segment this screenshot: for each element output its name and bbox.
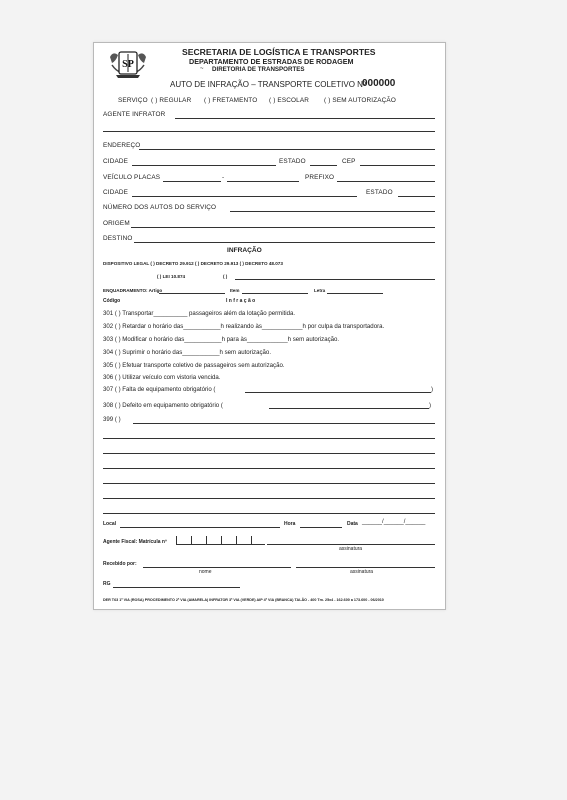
received-by-signature-field[interactable] bbox=[296, 567, 435, 568]
copies-distribution-note: DER T63 1ª VIA (ROSA) PROCEDIMENTO 2ª VIA (AMARELA) INFRATOR 3ª VIA (VERDE) AIP 4ª VIA (BRANCA) TALÃO - 400 Tm. 25x4 - 162.600 a 173.600 - 06/2010 bbox=[103, 598, 384, 602]
origin-label: ORIGEM bbox=[103, 220, 130, 227]
service-records-number-label: NÚMERO DOS AUTOS DO SERVIÇO bbox=[103, 204, 217, 211]
infraction-code-305[interactable]: 305 ( ) Efetuar transporte coletivo de passageiros sem autorização. bbox=[103, 362, 285, 369]
infraction-column-header: I n f r a ç ã o bbox=[226, 298, 256, 304]
directorate-name: DIRETORIA DE TRANSPORTES bbox=[212, 66, 305, 73]
fiscal-agent-signature-field[interactable] bbox=[267, 544, 435, 545]
code-399-field[interactable] bbox=[133, 423, 435, 424]
agent-infrator-field[interactable] bbox=[175, 118, 435, 119]
seal-text: SP bbox=[122, 59, 134, 70]
rg-label: RG bbox=[103, 581, 111, 587]
legal-provision-line-1[interactable]: DISPOSITIVO LEGAL ( ) DECRETO 29.912 ( ) DECRETO 29.913 ( ) DECRETO 48.073 bbox=[103, 261, 283, 266]
date-label: Data bbox=[347, 521, 358, 527]
received-by-name-field[interactable] bbox=[143, 567, 291, 568]
legal-provision-law[interactable]: ( ) LEI 10.874 bbox=[157, 274, 186, 279]
destination-label: DESTINO bbox=[103, 235, 133, 242]
fiscal-agent-label: Agente Fiscal: Matrícula nº bbox=[103, 539, 167, 545]
prefix-field[interactable] bbox=[337, 181, 435, 182]
city-field[interactable] bbox=[132, 165, 276, 166]
org-name: SECRETARIA DE LOGÍSTICA E TRANSPORTES bbox=[182, 47, 376, 57]
vehicle-plates-field-1[interactable] bbox=[163, 181, 221, 182]
state-field[interactable] bbox=[310, 165, 337, 166]
cep-field[interactable] bbox=[360, 165, 435, 166]
description-line-3[interactable] bbox=[103, 468, 435, 469]
time-field[interactable] bbox=[300, 527, 342, 528]
item-label: Item bbox=[230, 288, 240, 293]
rg-field[interactable] bbox=[113, 587, 240, 588]
legal-provision-other[interactable]: ( ) bbox=[223, 274, 228, 279]
agent-infrator-label: AGENTE INFRATOR bbox=[103, 111, 166, 118]
service-option-regular[interactable]: ( ) REGULAR bbox=[151, 97, 192, 104]
description-line-1[interactable] bbox=[103, 438, 435, 439]
enquadramento-label: ENQUADRAMENTO: Artigo bbox=[103, 288, 163, 293]
infraction-code-399[interactable]: 399 ( ) bbox=[103, 416, 121, 423]
service-option-sem-autorizacao[interactable]: ( ) SEM AUTORIZAÇÃO bbox=[324, 97, 396, 104]
received-by-label: Recebido por: bbox=[103, 561, 137, 567]
plates-dash: - bbox=[222, 174, 225, 181]
code-column-header: Código bbox=[103, 298, 121, 304]
infraction-form-sheet bbox=[93, 42, 446, 610]
description-line-4[interactable] bbox=[103, 483, 435, 484]
document-title: AUTO DE INFRAÇÃO – TRANSPORTE COLETIVO Nº bbox=[170, 80, 366, 89]
service-label: SERVIÇO bbox=[118, 97, 148, 104]
department-name: DEPARTAMENTO DE ESTRADAS DE RODAGEM bbox=[189, 57, 354, 66]
legal-provision-other-field[interactable] bbox=[235, 279, 435, 280]
city-label: CIDADE bbox=[103, 158, 129, 165]
infraction-code-303[interactable]: 303 ( ) Modificar o horário das___________h para às____________h sem autorização. bbox=[103, 336, 340, 343]
address-label: ENDEREÇO bbox=[103, 142, 141, 149]
address-field[interactable] bbox=[139, 149, 435, 150]
code-308-close: ) bbox=[429, 402, 432, 409]
prefix-label: PREFIXO bbox=[305, 174, 335, 181]
service-records-number-field[interactable] bbox=[230, 211, 435, 212]
vehicle-plates-field-2[interactable] bbox=[227, 181, 299, 182]
location-label: Local bbox=[103, 521, 117, 527]
name-caption: nome bbox=[199, 569, 212, 575]
state-label: ESTADO bbox=[279, 158, 306, 165]
state-seal-logo bbox=[108, 49, 148, 79]
origin-field[interactable] bbox=[131, 227, 435, 228]
signature-caption-2: assinatura bbox=[350, 569, 374, 575]
date-field[interactable]: ______/______/______ bbox=[362, 519, 426, 525]
infraction-code-301[interactable]: 301 ( ) Transportar__________ passageiros além da lotação permitida. bbox=[103, 310, 296, 317]
infraction-code-306[interactable]: 306 ( ) Utilizar veículo com vistoria vencida. bbox=[103, 374, 221, 381]
service-option-escolar[interactable]: ( ) ESCOLAR bbox=[269, 97, 309, 104]
letra-label: Letra bbox=[314, 288, 326, 293]
description-line-2[interactable] bbox=[103, 453, 435, 454]
agent-infrator-field-2[interactable] bbox=[103, 131, 435, 132]
code-308-field[interactable] bbox=[269, 408, 429, 409]
description-line-5[interactable] bbox=[103, 498, 435, 499]
item-field[interactable] bbox=[242, 293, 308, 294]
time-label: Hora bbox=[284, 521, 296, 527]
document-number: 000000 bbox=[362, 78, 396, 89]
infraction-code-304[interactable]: 304 ( ) Suprimir o horário das___________h sem autorização. bbox=[103, 349, 272, 356]
city-field-2[interactable] bbox=[132, 196, 357, 197]
artigo-field[interactable] bbox=[159, 293, 225, 294]
cep-label: CEP bbox=[342, 158, 356, 165]
vehicle-plates-label: VEÍCULO PLACAS bbox=[103, 174, 161, 181]
code-307-field[interactable] bbox=[245, 392, 431, 393]
infraction-code-308[interactable]: 308 ( ) Defeito em equipamento obrigatório ( bbox=[103, 402, 223, 409]
infraction-heading: INFRAÇÃO bbox=[227, 247, 262, 254]
letra-field[interactable] bbox=[327, 293, 383, 294]
code-307-close: ) bbox=[431, 386, 434, 393]
service-option-fretamento[interactable]: ( ) FRETAMENTO bbox=[204, 97, 258, 104]
small-mark: ~ bbox=[200, 66, 204, 72]
state-label-2: ESTADO bbox=[366, 189, 393, 196]
registration-number-boxes[interactable] bbox=[176, 536, 265, 545]
infraction-code-302[interactable]: 302 ( ) Retardar o horário das___________h realizando às____________h por culpa da transportadora. bbox=[103, 323, 385, 330]
destination-field[interactable] bbox=[134, 242, 435, 243]
description-line-6[interactable] bbox=[103, 513, 435, 514]
signature-caption: assinatura bbox=[339, 546, 363, 552]
location-field[interactable] bbox=[120, 527, 280, 528]
infraction-code-307[interactable]: 307 ( ) Falta de equipamento obrigatório ( bbox=[103, 386, 216, 393]
state-field-2[interactable] bbox=[398, 196, 435, 197]
city-label-2: CIDADE bbox=[103, 189, 129, 196]
